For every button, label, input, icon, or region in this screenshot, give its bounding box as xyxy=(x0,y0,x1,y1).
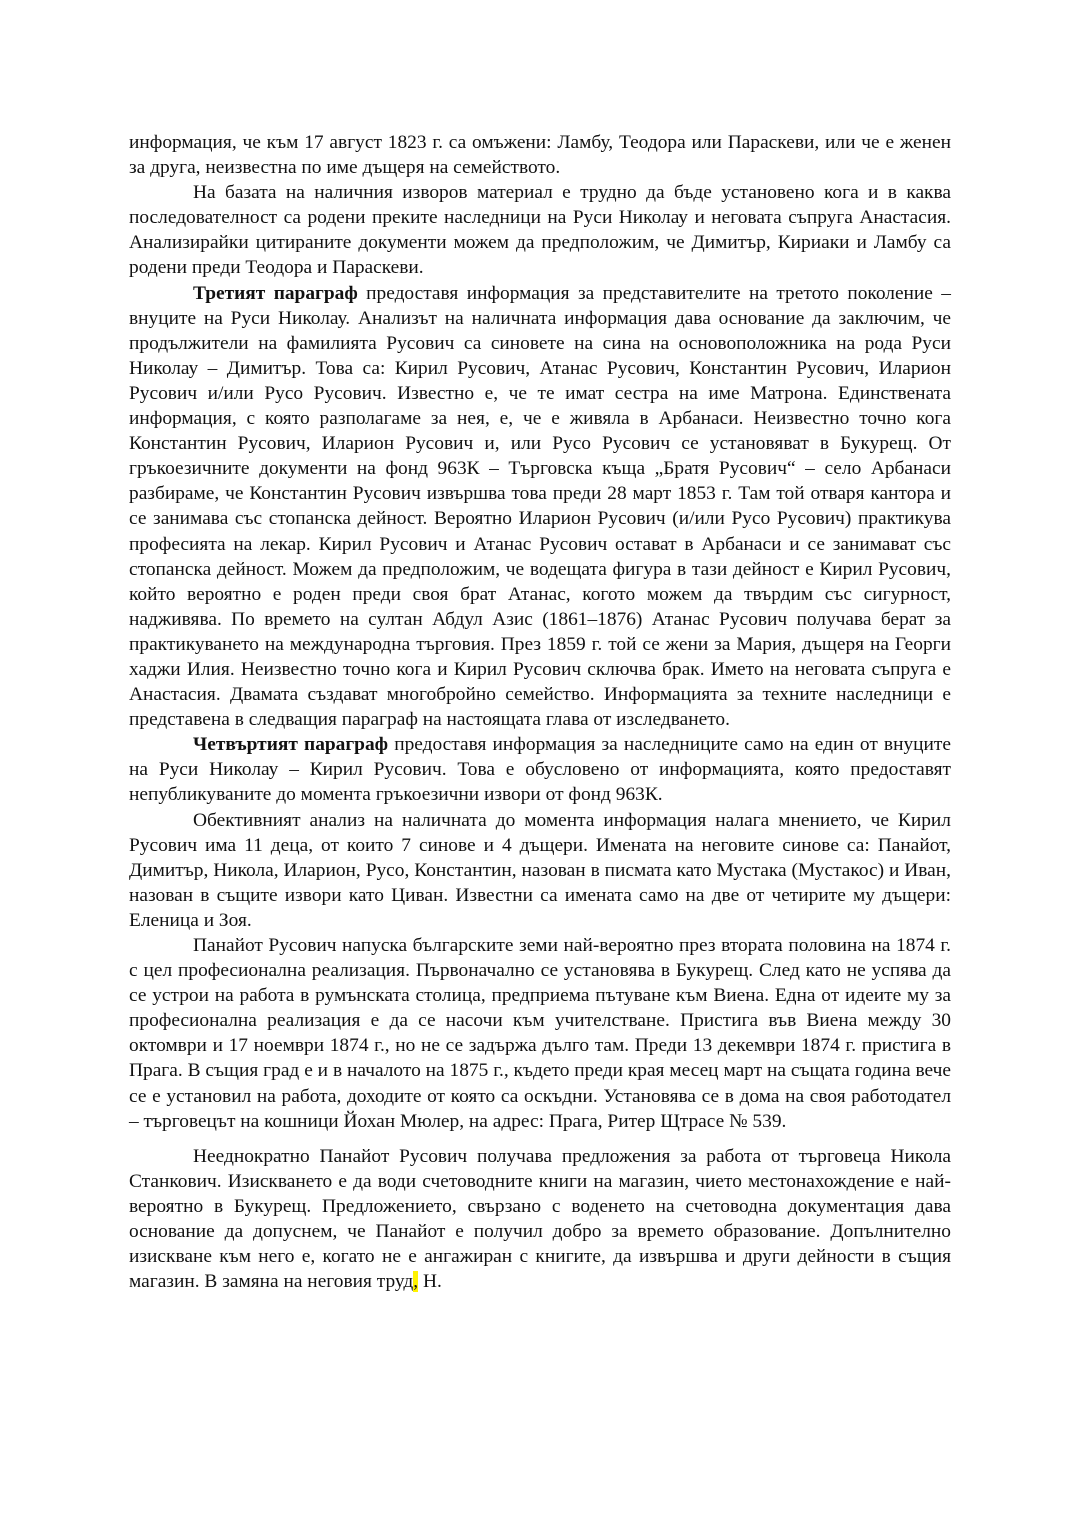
paragraph-5 xyxy=(129,808,951,933)
paragraph-6-text: Панайот Русович напуска българските земи най-вероятно през втората половина на 1874 г. с цел професионална реализация. Първоначално се установява в Букурещ. След като не успява да се устрои на работа в румънската столица, предприема пътуване към Виена. Една от идеите му за професионална реализация е да се насочи към учителстване. Пристига във Виена между 30 октомври и 17 ноември 1874 г., но не се задържа дълго там. Преди 13 декември 1874 г. пристига в Прага. В същия град е и в началото на 1875 г., където преди края месец март на същата година вече се е установил на работа, доходите от която са оскъдни. Установява се в дома на своя работодател – търговецът на кошници Йохан Мюлер, на адрес: Прага, Ритер Щтрасе № 539. xyxy=(129,935,951,1132)
paragraph-1-text: информация, че към 17 август 1823 г. са омъжени: Ламбу, Теодора или Параскеви, или че е женен за друга, неизвестна по име дъщеря на семейството. xyxy=(129,132,951,179)
paragraph-4 xyxy=(129,732,951,807)
paragraph-3 xyxy=(129,281,951,733)
paragraph-5-text: Обективният анализ на наличната до момента информация налага мнението, че Кирил Русович има 11 деца, от които 7 синове и 4 дъщери. Имената на неговите синове са: Панайот, Димитър, Никола, Иларион, Русо, Константин, назован в писмата като Мустака (Мустакос) и Иван, назован в същите извори като Циван. Известни са имената само на две от четирите му дъщери: Еленица и Зоя. xyxy=(129,809,951,931)
paragraph-3-text: предоставя информация за представителите на третото поколение – внуците на Руси Николау. Анализът на наличната информация дава основание да заключим, че продължители на фамилията Русович са синовете на сина на основоположника на рода Руси Николау – Димитър. Това са: Кирил Русович, Атанас Русович, Константин Русович, Иларион Русович и/или Русо Русович. Известно е, че те имат сестра на име Матрона. Единствената информация, с която разполагаме за нея, е, че е живяла в Арбанаси. Неизвестно точно кога Константин Русович, Иларион Русович и, или Русо Русович се установяват в Букурещ. От гръкоезичните документи на фонд 963К – Търговска къща „Братя Русович“ – село Арбанаси разбираме, че Константин Русович извършва това преди 28 март 1853 г. Там той отваря кантора и се занимава със стопанска дейност. Вероятно Иларион Русович (и/или Русо Русович) практикува професията на лекар. Кирил Русович и Атанас Русович остават в Арбанаси и се занимават със стопанска дейност. Можем да предположим, че водещата фигура в тази дейност е Кирил Русович, който вероятно е роден преди своя брат Атанас, когото можем да твърдим със сигурност, надживява. По времето на султан Абдул Азис (1861–1876) Атанас Русович получава берат за практикуването на международна търговия. През 1859 г. той се жени за Мария, дъщеря на Георги хаджи Илия. Неизвестно точно кога и Кирил Русович сключва брак. Името на неговата съпруга е Анастасия. Двамата създават многобройно семейство. Информацията за техните наследници е представена в следващия параграф на настоящата глава от изследването. xyxy=(129,282,951,731)
highlighted-comma: , xyxy=(413,1271,419,1293)
paragraph-1 xyxy=(129,130,951,180)
paragraph-7 xyxy=(129,1144,951,1295)
document-page xyxy=(129,130,951,1294)
paragraph-7-tail: Н. xyxy=(418,1271,442,1293)
paragraph-2-text: На базата на наличния изворов материал е трудно да бъде установено кога и в каква последователност са родени преките наследници на Руси Николау и неговата съпруга Анастасия. Анализирайки цитираните документи можем да предположим, че Димитър, Кириаки и Ламбу са родени преди Теодора и Параскеви. xyxy=(129,182,951,279)
paragraph-3-heading: Третият параграф xyxy=(193,282,358,304)
paragraph-6 xyxy=(129,933,951,1134)
paragraph-7-text: Нееднократно Панайот Русович получава предложения за работа от търговеца Никола Станкович. Изискването е да води счетоводните книги на магазин, чието местонахождение е най-вероятно в Букурещ. Предложението, свързано с воденето на счетоводна документация дава основание да допуснем, че Панайот е получил добро за времето образование. Допълнително изискване към него е, когато не е ангажиран с книгите, да извършва и други дейности в същия магазин. В замяна на неговия труд xyxy=(129,1145,951,1293)
paragraph-4-heading: Четвъртият параграф xyxy=(193,734,389,756)
paragraph-2 xyxy=(129,180,951,280)
paragraph-4-text: предоставя информация за наследниците само на един от внуците на Руси Николау – Кирил Русович. Това е обусловено от информацията, която предоставят непубликуваните до момента гръкоезични извори от фонд 963К. xyxy=(129,734,951,806)
